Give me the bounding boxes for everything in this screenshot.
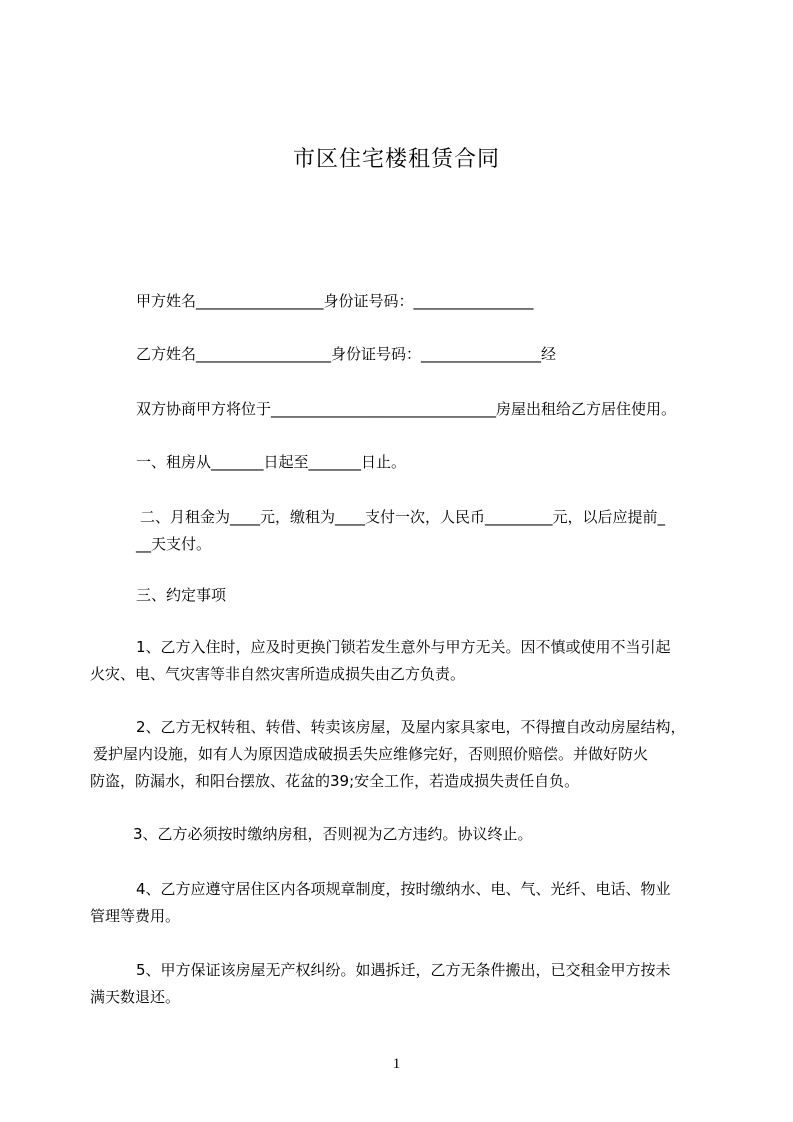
item-1-line-2: 火灾、电、气灾害等非自然灾害所造成损失由乙方负责。 bbox=[90, 665, 466, 683]
party-b-line: 乙方姓名__________________身份证号码：________________经 bbox=[136, 345, 557, 363]
clause-2-line-2: __天支付。 bbox=[136, 535, 212, 553]
item-4-line-1: 4、乙方应遵守居住区内各项规章制度，按时缴纳水、电、气、光纤、电话、物业 bbox=[136, 880, 671, 898]
item-3: 3、乙方必须按时缴纳房租，否则视为乙方违约。协议终止。 bbox=[133, 825, 533, 843]
item-2-line-2: 爱护屋内设施，如有人为原因造成破损丢失应维修完好，否则照价赔偿。并做好防火 bbox=[93, 745, 649, 763]
item-5-line-2: 满天数退还。 bbox=[90, 988, 181, 1006]
item-5-line-1: 5、甲方保证该房屋无产权纠纷。如遇拆迁，乙方无条件搬出，已交租金甲方按未 bbox=[136, 961, 671, 979]
document-title: 市区住宅楼租赁合同 bbox=[292, 147, 500, 172]
item-2-line-1: 2、乙方无权转租、转借、转卖该房屋，及屋内家具家电，不得擅自改动房屋结构， bbox=[136, 718, 686, 736]
page-number: 1 bbox=[392, 1056, 401, 1072]
party-a-line: 甲方姓名_________________身份证号码：________________ bbox=[136, 292, 534, 310]
clause-3-heading: 三、约定事项 bbox=[136, 586, 227, 604]
clause-1: 一、租房从_______日起至_______日止。 bbox=[136, 453, 407, 471]
item-1-line-1: 1、乙方入住时，应及时更换门锁若发生意外与甲方无关。因不慎或使用不当引起 bbox=[136, 638, 671, 656]
agreement-line: 双方协商甲方将位于______________________________房屋出租给乙方居住使用。 bbox=[136, 400, 677, 418]
item-4-line-2: 管理等费用。 bbox=[90, 907, 181, 925]
item-2-line-3: 防盗，防漏水，和阳台摆放、花盆的39;安全工作，若造成损失责任自负。 bbox=[90, 772, 580, 790]
clause-2-line-1: 二、月租金为____元，缴租为____支付一次，人民币_________元，以后应提前_ bbox=[140, 508, 666, 526]
